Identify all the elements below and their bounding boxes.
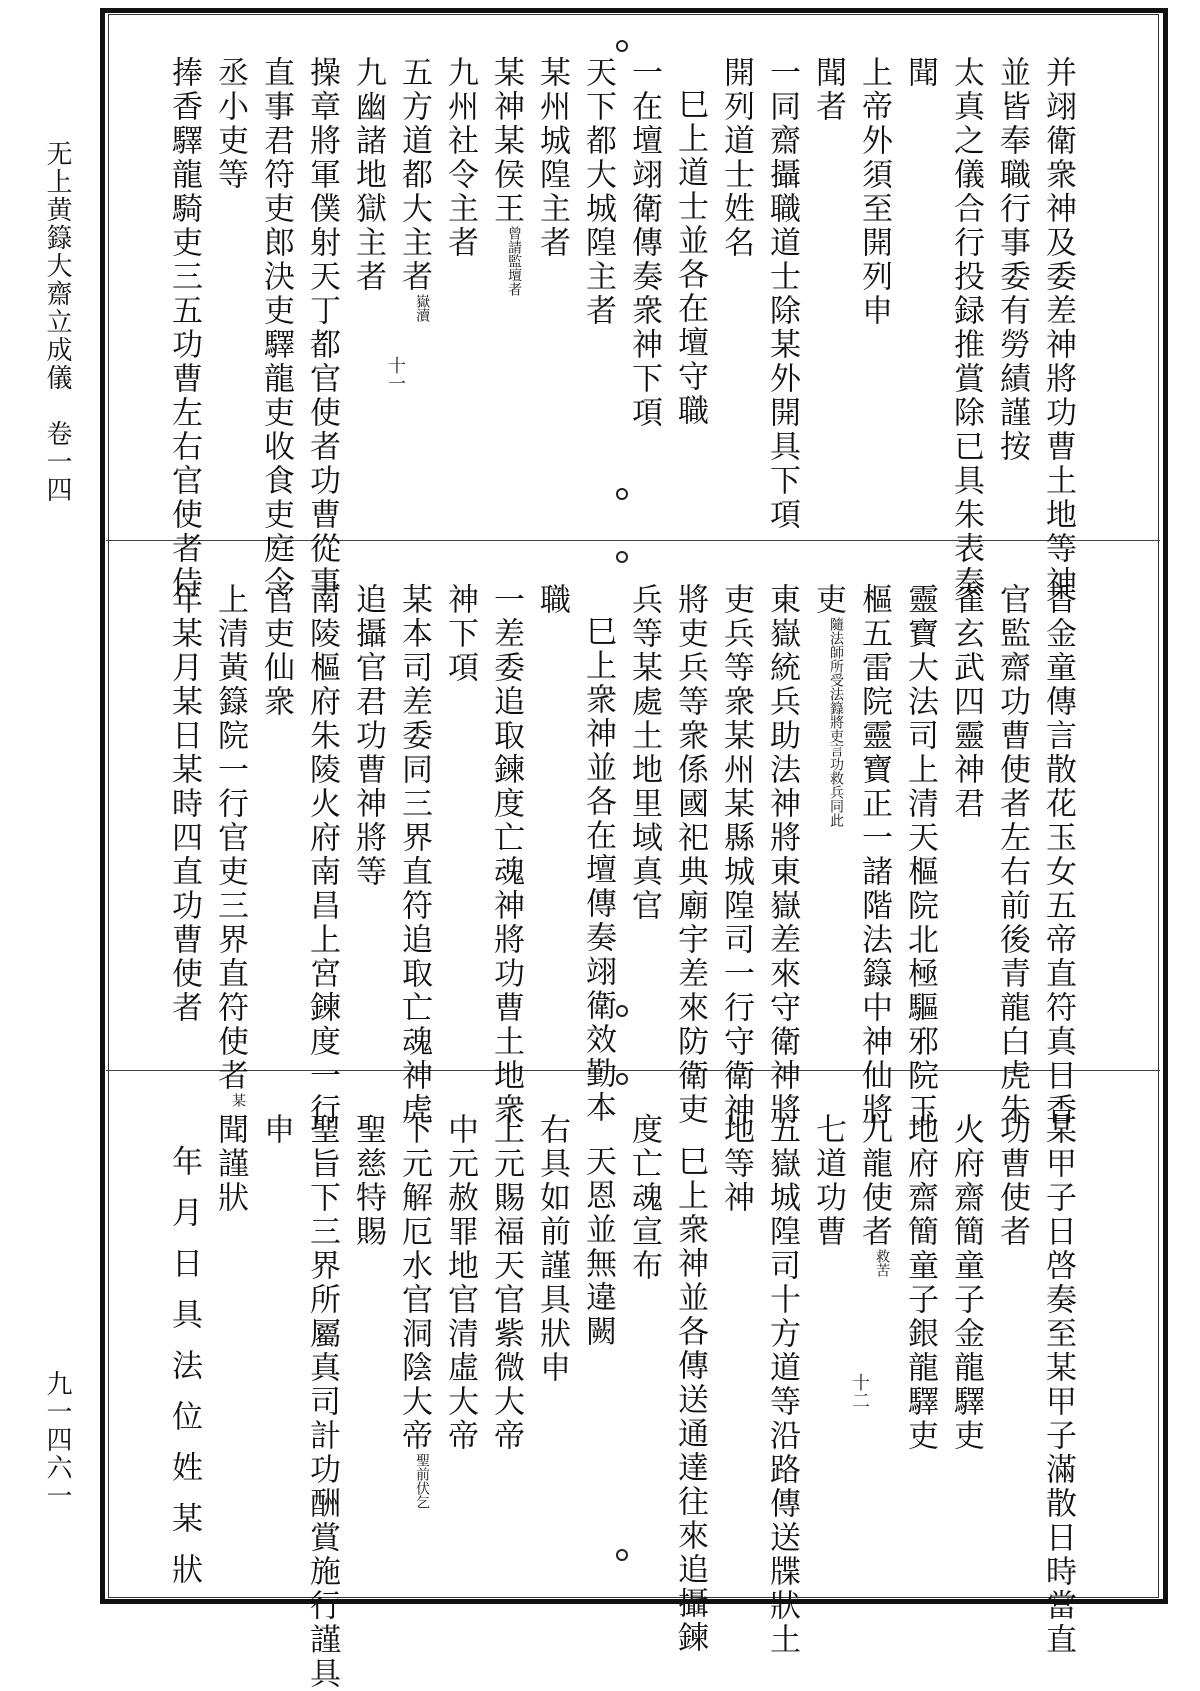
annotation-note: 隨法師所受法籙將吏言功救兵同此 <box>828 617 844 827</box>
annotation-note: 嶽瀆 <box>414 294 430 322</box>
binding-circle <box>616 488 628 500</box>
text-section-2 <box>110 543 1158 1127</box>
text-column: 聖慈特賜 <box>350 1113 386 1249</box>
text-column: 將吏兵等衆係國祀典廟宇差來防衛吏 <box>672 583 708 1127</box>
binding-circle <box>616 551 628 563</box>
text-column: 香金童傳言散花玉女五帝直符真日香 <box>1040 583 1076 1127</box>
text-column: 南陵樞府朱陵火府南昌上宮鍊度一行 <box>304 583 340 1127</box>
annotation-note: 救苦 <box>874 1249 890 1277</box>
text-column: 某神某侯王$^{曾請監壇者}$ <box>488 56 524 296</box>
text-column: 吏$^{隨法師所受法籙將吏言功救兵同此}$ <box>810 583 846 827</box>
folio-mark: 十二 <box>849 1373 870 1409</box>
text-column: 聖旨下三界所屬真司計功酬賞施行謹具 <box>304 1113 340 1691</box>
text-column: 并翊衛衆神及委差神將功曹土地等神 <box>1040 56 1076 600</box>
text-column: 上元賜福天官紫微大帝 <box>488 1113 524 1453</box>
binding-circle <box>616 1073 628 1085</box>
text-column: 上清黃籙院一行官吏三界直符使者$^某$ <box>212 583 248 1107</box>
text-column: 巳上道士並各在壇守職 <box>672 88 708 428</box>
text-column: 某本司差委同三界直符追取亡魂神虎 <box>396 583 432 1127</box>
text-column: 太真之儀合行投録推賞除已具朱表奏 <box>948 56 984 600</box>
text-column: 右具如前謹具狀申 <box>534 1113 570 1385</box>
text-column: 七道功曹 <box>810 1113 846 1249</box>
text-column: 並皆奉職行事委有勞績謹按 <box>994 56 1030 464</box>
text-column: 一在壇翊衛傳奏衆神下項 <box>626 56 662 430</box>
text-column: 官吏仙衆 <box>258 583 294 719</box>
margin-book-title: 无上黄籙大齋立成儀 卷一四 <box>42 140 72 504</box>
folio-mark: 十一 <box>385 356 406 392</box>
text-column: 職 <box>534 583 570 617</box>
text-column: 聞 <box>902 56 938 90</box>
text-column: 雀玄武四靈神君 <box>948 583 984 821</box>
text-column: 九幽諸地獄主者 <box>350 56 386 294</box>
text-column: 地等神 <box>718 1113 754 1215</box>
text-column: 聞者 <box>810 56 846 124</box>
text-column: 度亡魂宣布 <box>626 1113 662 1283</box>
margin-page-number: 九一四六一 <box>42 1370 72 1510</box>
text-column: 天下都大城隍主者 <box>580 56 616 328</box>
text-column: 聞謹狀 <box>212 1113 248 1215</box>
text-column: 中元赦罪地官清虛大帝 <box>442 1113 478 1453</box>
text-column: 兵等某處土地里域真官 <box>626 583 662 923</box>
annotation-note: 聖前伏乞 <box>414 1453 430 1509</box>
text-column: 一同齋攝職道士除某外開具下項 <box>764 56 800 532</box>
text-column: 五嶽城隍司十方道等沿路傳送牒狀土 <box>764 1113 800 1657</box>
text-section-1 <box>110 16 1158 600</box>
text-column: 上帝外須至開列申 <box>856 56 892 328</box>
text-column: 巳上衆神並各在壇傳奏翊衛效勤本 <box>580 615 616 1125</box>
binding-circle <box>616 40 628 52</box>
text-column: 樞五雷院靈寶正一諸階法籙中神仙將 <box>856 583 892 1127</box>
text-column: 操章將軍僕射天丁都官使者功曹從事 <box>304 56 340 600</box>
text-column: 丞小吏等 <box>212 56 248 192</box>
text-column: 火府齋簡童子金龍驛吏 <box>948 1113 984 1453</box>
text-column: 巳上衆神並各傳送通達往來追攝鍊 <box>672 1145 708 1655</box>
text-column: 靈寶大法司上清天樞院北極驅邪院玉 <box>902 583 938 1127</box>
text-column: 年月日具法位姓某狀 <box>166 1145 202 1604</box>
text-column: 某州城隍主者 <box>534 56 570 260</box>
text-column: 九州社令主者 <box>442 56 478 260</box>
text-column: 神下項 <box>442 583 478 685</box>
annotation-note: 某 <box>230 1093 246 1107</box>
annotation-note: 曾請監壇者 <box>506 226 522 296</box>
text-column: 功曹使者 <box>994 1113 1030 1249</box>
text-column: 官監齋功曹使者左右前後青龍白虎朱 <box>994 583 1030 1127</box>
text-section-3 <box>110 1073 1158 1691</box>
text-column: 天恩並無違闕 <box>580 1145 616 1349</box>
text-column: 開列道士姓名 <box>718 56 754 260</box>
text-column: 直事君符吏郎決吏驛龍吏收食吏庭令 <box>258 56 294 600</box>
text-column: 九龍使者$^{救苦}$ <box>856 1113 892 1277</box>
text-column: 下元解厄水官洞陰大帝$^{聖前伏乞}$ <box>396 1113 432 1509</box>
text-column: 某甲子日啓奏至某甲子滿散日時當直 <box>1040 1113 1076 1657</box>
text-column: 地府齋簡童子銀龍驛吏 <box>902 1113 938 1453</box>
text-column: 申 <box>258 1113 294 1147</box>
binding-circle <box>616 1549 628 1561</box>
text-column: 年某月某日某時四直功曹使者 <box>166 583 202 1025</box>
text-column: 追攝官君功曹神將等 <box>350 583 386 889</box>
text-column: 吏兵等衆某州某縣城隍司一行守衛神 <box>718 583 754 1127</box>
text-column: 一差委追取鍊度亡魂神將功曹土地衆 <box>488 583 524 1127</box>
text-column: 東嶽統兵助法神將東嶽差來守衛神將 <box>764 583 800 1127</box>
text-column: 五方道都大主者$^{嶽瀆}$ <box>396 56 432 322</box>
binding-circle <box>616 1005 628 1017</box>
text-column: 捧香驛龍騎吏三五功曹左右官使者侍 <box>166 56 202 600</box>
